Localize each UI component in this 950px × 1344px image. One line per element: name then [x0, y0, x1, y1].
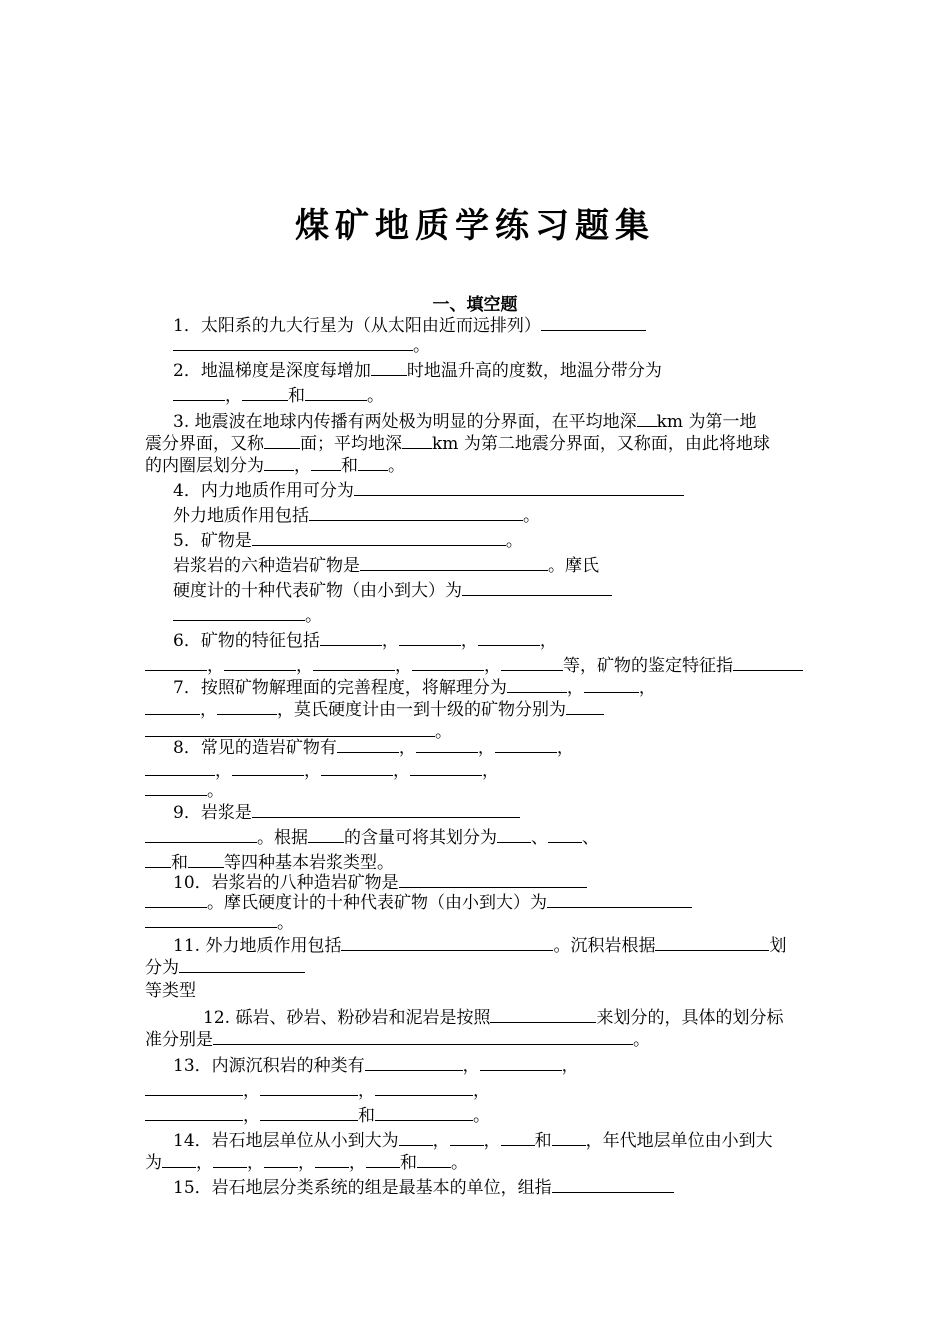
- answer-blank[interactable]: [145, 778, 207, 796]
- answer-blank[interactable]: [733, 653, 803, 671]
- answer-blank[interactable]: [450, 1128, 484, 1146]
- question-text: ，: [483, 1131, 501, 1151]
- answer-blank[interactable]: [360, 553, 548, 571]
- question-text: ，: [482, 761, 499, 781]
- answer-blank[interactable]: [541, 313, 646, 331]
- question-text: 7．按照矿物解理面的完善程度，将解理分为: [173, 678, 507, 698]
- question-text: 13．内源沉积岩的种类有: [173, 1056, 365, 1076]
- answer-blank[interactable]: [173, 383, 225, 401]
- question-line: [145, 980, 196, 1002]
- question-text: 1．太阳系的九大行星为（从太阳由近而远排列）: [173, 316, 541, 336]
- question-text: ，: [358, 1081, 375, 1101]
- question-text: 岩浆岩的六种造岩矿物是: [173, 556, 360, 576]
- answer-blank[interactable]: [416, 735, 478, 753]
- question-line: [145, 431, 770, 455]
- question-text: 的内圈层划分为: [145, 456, 264, 476]
- answer-blank[interactable]: [358, 453, 388, 471]
- question-text: km 为第二地震分界面，又称面，由此将地球: [432, 434, 770, 454]
- question-line: [145, 1027, 650, 1051]
- question-text: ，: [484, 656, 501, 676]
- answer-blank[interactable]: [566, 697, 604, 715]
- question-text: 为: [145, 1153, 162, 1173]
- question-text: 。: [305, 606, 322, 626]
- question-text: ，: [395, 656, 412, 676]
- question-line: [145, 1150, 468, 1174]
- answer-blank[interactable]: [637, 409, 657, 427]
- question-text: 等四种基本岩浆类型。: [224, 853, 394, 873]
- question-text: 。: [435, 722, 452, 742]
- answer-blank[interactable]: [145, 890, 207, 908]
- question-text: 14．岩石地层单位从小到大为: [173, 1131, 399, 1151]
- question-text: ，: [200, 700, 217, 720]
- question-text: ，: [432, 1131, 450, 1151]
- answer-blank[interactable]: [399, 870, 587, 888]
- question-text: 。: [473, 1106, 490, 1126]
- answer-blank[interactable]: [145, 910, 277, 928]
- question-text: 和: [534, 1131, 552, 1151]
- question-text: 和: [288, 386, 305, 406]
- question-text: 。根据: [257, 828, 308, 848]
- question-text: 2．地温梯度是深度每增加: [173, 361, 371, 381]
- question-text: 11. 外力地质作用包括: [173, 936, 342, 956]
- question-line: [145, 825, 599, 849]
- question-text: 8．常见的造岩矿物有: [173, 738, 337, 758]
- question-line: [173, 503, 540, 527]
- question-text: ，莫氏硬度计由一到十级的矿物分别为: [277, 700, 566, 720]
- question-line: [173, 409, 756, 433]
- answer-blank[interactable]: [337, 735, 399, 753]
- answer-blank[interactable]: [417, 1150, 451, 1168]
- question-text: ，: [296, 656, 313, 676]
- question-text: 10．岩浆岩的八种造岩矿物是: [173, 873, 399, 893]
- question-text: ，: [243, 1106, 260, 1126]
- question-text: 来划分的，具体的划分标: [596, 1008, 784, 1028]
- question-text: ，: [393, 761, 410, 781]
- question-text: 。: [277, 913, 294, 933]
- question-line: [173, 628, 557, 652]
- answer-blank[interactable]: [480, 1053, 562, 1071]
- answer-blank[interactable]: [410, 758, 482, 776]
- answer-blank[interactable]: [365, 1053, 463, 1071]
- question-text: 12. 砾岩、砂岩、粉砂岩和泥岩是按照: [203, 1008, 491, 1028]
- answer-blank[interactable]: [260, 1078, 358, 1096]
- question-text: 。摩氏: [548, 556, 599, 576]
- question-text: 。: [633, 1030, 650, 1050]
- question-text: 5．矿物是: [173, 531, 252, 551]
- question-text: 和: [341, 456, 358, 476]
- answer-blank[interactable]: [462, 578, 612, 596]
- answer-blank[interactable]: [252, 528, 506, 546]
- question-text: 3. 地震波在地球内传播有两处极为明显的分界面，在平均地深: [173, 412, 637, 432]
- answer-blank[interactable]: [584, 675, 639, 693]
- question-line: [173, 933, 786, 957]
- answer-blank[interactable]: [375, 1078, 473, 1096]
- answer-blank[interactable]: [655, 933, 769, 951]
- question-line: [173, 675, 656, 699]
- question-text: 、: [582, 828, 599, 848]
- question-text: 。沉积岩根据: [553, 936, 656, 956]
- question-text: ，: [638, 678, 656, 698]
- question-line: [145, 697, 604, 721]
- question-line: [145, 778, 224, 802]
- question-text: 震分界面，又称: [145, 434, 264, 454]
- answer-blank[interactable]: [264, 1150, 298, 1168]
- question-text: 9．岩浆是: [173, 803, 252, 823]
- question-line: [173, 528, 523, 552]
- question-line: [173, 358, 662, 382]
- answer-blank[interactable]: [402, 431, 432, 449]
- question-text: ，: [196, 1153, 213, 1173]
- question-text: ，: [460, 631, 478, 651]
- answer-blank[interactable]: [305, 383, 367, 401]
- question-text: ，: [215, 761, 232, 781]
- question-text: 时地温升高的度数，地温分带分为: [406, 361, 662, 381]
- question-text: 。: [451, 1153, 468, 1173]
- question-text: ，: [477, 738, 495, 758]
- answer-blank[interactable]: [548, 825, 582, 843]
- question-text: ，: [398, 738, 416, 758]
- answer-blank[interactable]: [260, 1103, 358, 1121]
- question-text: 分为: [145, 958, 179, 978]
- question-text: 和: [171, 853, 188, 873]
- answer-blank[interactable]: [213, 1150, 247, 1168]
- answer-blank[interactable]: [173, 603, 305, 621]
- answer-blank[interactable]: [507, 675, 567, 693]
- question-line: [173, 333, 430, 357]
- question-line: [145, 453, 405, 477]
- question-text: km 为第一地: [656, 412, 757, 432]
- question-line: [145, 653, 803, 677]
- answer-blank[interactable]: [495, 735, 557, 753]
- question-text: 。: [207, 781, 224, 801]
- question-text: 。: [388, 456, 405, 476]
- answer-blank[interactable]: [309, 503, 523, 521]
- answer-blank[interactable]: [145, 1078, 243, 1096]
- question-text: 等类型: [145, 981, 196, 1001]
- answer-blank[interactable]: [412, 653, 484, 671]
- question-line: [173, 478, 684, 502]
- question-text: 外力地质作用包括: [173, 506, 309, 526]
- answer-blank[interactable]: [478, 628, 540, 646]
- answer-blank[interactable]: [224, 653, 296, 671]
- question-text: 和: [400, 1153, 417, 1173]
- question-text: 的含量可将其划分为: [344, 828, 497, 848]
- answer-blank[interactable]: [213, 1027, 633, 1045]
- question-text: 。: [523, 506, 540, 526]
- question-text: 4．内力地质作用可分为: [173, 481, 354, 501]
- question-line: [145, 910, 294, 934]
- question-text: 6．矿物的特征包括: [173, 631, 320, 651]
- question-line: [173, 1128, 773, 1152]
- question-text: 、: [531, 828, 548, 848]
- question-line: [145, 955, 305, 979]
- answer-blank[interactable]: [145, 825, 257, 843]
- answer-blank[interactable]: [315, 1150, 349, 1168]
- question-text: 。: [367, 386, 384, 406]
- answer-blank[interactable]: [173, 333, 413, 351]
- answer-blank[interactable]: [371, 358, 407, 376]
- question-text: ，: [243, 1081, 260, 1101]
- question-text: ，: [473, 1081, 490, 1101]
- answer-blank[interactable]: [252, 800, 520, 818]
- question-text: ，: [207, 656, 224, 676]
- answer-blank[interactable]: [547, 890, 692, 908]
- answer-blank[interactable]: [311, 453, 341, 471]
- question-text: ，: [556, 738, 574, 758]
- question-text: 等，矿物的鉴定特征指: [563, 656, 733, 676]
- answer-blank[interactable]: [497, 825, 531, 843]
- answer-blank[interactable]: [162, 1150, 196, 1168]
- answer-blank[interactable]: [188, 850, 224, 868]
- answer-blank[interactable]: [552, 1128, 586, 1146]
- question-text: ，: [304, 761, 321, 781]
- answer-blank[interactable]: [490, 1005, 596, 1023]
- question-text: 面；平均地深: [300, 434, 402, 454]
- answer-blank[interactable]: [320, 628, 382, 646]
- question-text: 和: [358, 1106, 375, 1126]
- question-line: [173, 603, 322, 627]
- question-text: ，年代地层单位由小到大: [585, 1131, 773, 1151]
- question-text: 15．岩石地层分类系统的组是最基本的单位，组指: [173, 1178, 552, 1198]
- question-text: ，: [247, 1153, 264, 1173]
- answer-blank[interactable]: [552, 1175, 674, 1193]
- question-text: ，: [381, 631, 399, 651]
- question-line: [173, 578, 612, 602]
- answer-blank[interactable]: [354, 478, 684, 496]
- question-text: ，: [294, 456, 311, 476]
- answer-blank[interactable]: [264, 453, 294, 471]
- question-line: [203, 1005, 783, 1029]
- answer-blank[interactable]: [366, 1150, 400, 1168]
- answer-blank[interactable]: [341, 933, 553, 951]
- answer-blank[interactable]: [501, 653, 563, 671]
- question-text: ，: [225, 386, 242, 406]
- question-line: [145, 1078, 490, 1102]
- answer-blank[interactable]: [145, 1103, 243, 1121]
- answer-blank[interactable]: [399, 628, 461, 646]
- question-text: 。摩氏硬度计的十种代表矿物（由小到大）为: [207, 893, 547, 913]
- answer-blank[interactable]: [145, 653, 207, 671]
- question-text: ，: [539, 631, 557, 651]
- question-line: [173, 1053, 579, 1077]
- question-line: [145, 1103, 490, 1127]
- answer-blank[interactable]: [264, 431, 300, 449]
- question-text: ，: [349, 1153, 366, 1173]
- question-text: ，: [566, 678, 584, 698]
- question-text: 。: [413, 336, 430, 356]
- question-text: ，: [462, 1056, 480, 1076]
- question-text: ，: [561, 1056, 579, 1076]
- question-text: ，: [298, 1153, 315, 1173]
- question-text: 准分别是: [145, 1030, 213, 1050]
- answer-blank[interactable]: [145, 850, 171, 868]
- question-text: 。: [505, 531, 523, 551]
- question-line: [173, 383, 384, 407]
- question-line: [173, 1175, 674, 1199]
- answer-blank[interactable]: [217, 697, 277, 715]
- question-line: [173, 735, 574, 759]
- answer-blank[interactable]: [232, 758, 304, 776]
- answer-blank[interactable]: [308, 825, 344, 843]
- answer-blank[interactable]: [145, 758, 215, 776]
- answer-blank[interactable]: [375, 1103, 473, 1121]
- answer-blank[interactable]: [313, 653, 395, 671]
- answer-blank[interactable]: [399, 1128, 433, 1146]
- answer-blank[interactable]: [145, 697, 200, 715]
- section-heading: 一、填空题: [432, 295, 518, 315]
- question-text: 硬度计的十种代表矿物（由小到大）为: [173, 581, 462, 601]
- answer-blank[interactable]: [179, 955, 305, 973]
- question-line: [173, 553, 599, 577]
- answer-blank[interactable]: [321, 758, 393, 776]
- answer-blank[interactable]: [242, 383, 288, 401]
- document-title: 煤矿地质学练习题集: [295, 206, 655, 246]
- question-line: [173, 800, 520, 824]
- question-text: 划: [769, 936, 787, 956]
- answer-blank[interactable]: [501, 1128, 535, 1146]
